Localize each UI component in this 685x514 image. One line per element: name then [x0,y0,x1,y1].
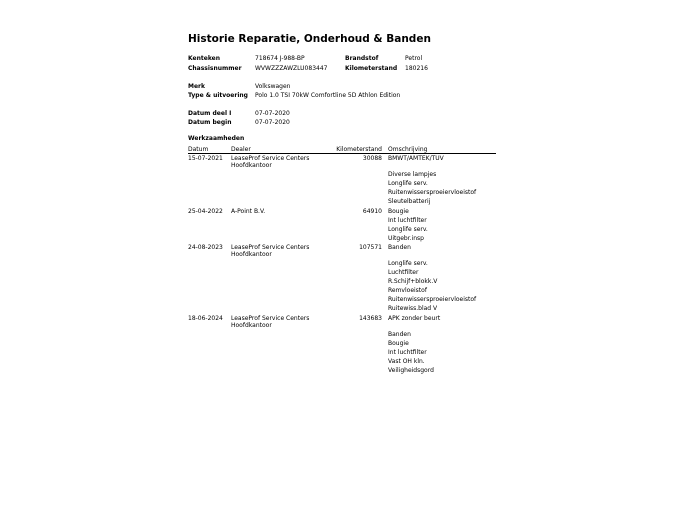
entry-item: BMWT/AMTEK/TUV [388,155,444,162]
col-header-dealer: Dealer [231,146,251,153]
chassis-label: Chassisnummer [188,65,242,72]
type-label: Type & uitvoering [188,92,248,99]
entry-dealer: A-Point B.V. [231,208,266,215]
entry-datum: 18-06-2024 [188,315,223,322]
entry-item: Longlife serv. [388,180,428,187]
entry-item: Uitgebr.insp [388,235,424,242]
entry-item: Bougie [388,208,409,215]
col-header-datum: Datum [188,146,209,153]
entry-item: Veiligheidsgord [388,367,434,374]
km-value: 180216 [405,65,428,72]
entry-item: Luchtfilter [388,269,419,276]
type-value: Polo 1.0 TSI 70kW Comfortline 5D Athlon Edition [255,92,401,99]
entry-datum: 15-07-2021 [188,155,223,162]
entry-item: Longlife serv. [388,226,428,233]
datum-begin-label: Datum begin [188,119,232,126]
entry-item: Banden [388,331,411,338]
col-header-omschrijving: Omschrijving [388,146,428,153]
entry-item: Int luchtfilter [388,217,427,224]
brandstof-label: Brandstof [345,55,379,62]
entry-km: 143683 [359,315,382,322]
entry-dealer-sub: Hoofdkantoor [231,251,272,258]
entry-dealer-sub: Hoofdkantoor [231,162,272,169]
entry-item: Ruitenwissersproeiervloeistof [388,296,477,303]
entry-km: 30088 [362,155,382,162]
entry-item: Diverse lampjes [388,171,437,178]
page-title: Historie Reparatie, Onderhoud & Banden [188,33,431,45]
werkzaamheden-heading: Werkzaamheden [188,135,245,142]
entry-item: Ruitewiss.blad V [388,305,438,312]
km-label: Kilometerstand [345,65,398,72]
kenteken-label: Kenteken [188,55,220,62]
col-header-kilometerstand: Kilometerstand [336,146,382,153]
entry-dealer: LeaseProf Service Centers [231,315,310,322]
entry-item: Remvloeistof [388,287,427,294]
entry-km: 107571 [359,244,382,251]
entry-datum: 24-08-2023 [188,244,223,251]
entry-item: Vast OH kln. [388,358,425,365]
kenteken-value: 718674 J-988-BP [255,55,305,62]
merk-value: Volkswagen [255,83,291,90]
entry-item: Int luchtfilter [388,349,427,356]
entry-item: R.Schijf+blokk.V [388,278,438,285]
entry-dealer: LeaseProf Service Centers [231,244,310,251]
entry-item: APK zonder beurt [388,315,441,322]
entry-item: Banden [388,244,411,251]
entry-dealer: LeaseProf Service Centers [231,155,310,162]
header-divider [188,153,496,154]
datum-begin-value: 07-07-2020 [255,119,290,126]
datum-deel1-value: 07-07-2020 [255,110,290,117]
entry-item: Bougie [388,340,409,347]
brandstof-value: Petrol [405,55,423,62]
entry-km: 64910 [362,208,382,215]
entry-item: Longlife serv. [388,260,428,267]
entry-datum: 25-04-2022 [188,208,223,215]
chassis-value: WVWZZZAWZLU083447 [255,65,328,72]
entry-item: Sleutelbatterij [388,198,431,205]
merk-label: Merk [188,83,205,90]
entry-item: Ruitenwissersproeiervloeistof [388,189,477,196]
datum-deel1-label: Datum deel I [188,110,232,117]
entry-dealer-sub: Hoofdkantoor [231,322,272,329]
